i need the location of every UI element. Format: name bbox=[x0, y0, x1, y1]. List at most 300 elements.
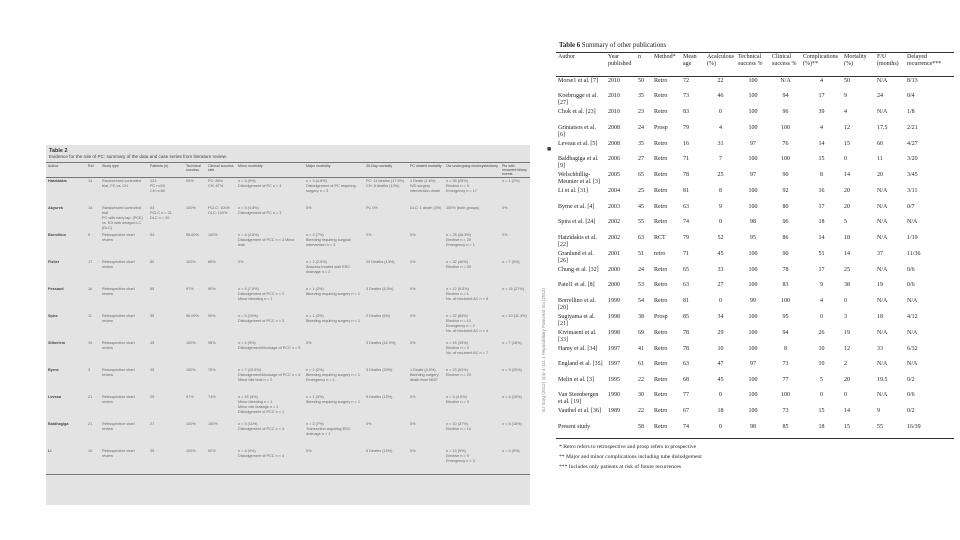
right-table-title-label: Table 6 bbox=[559, 42, 581, 49]
left-table-cell: n = 7 (9%) bbox=[502, 259, 520, 264]
right-table-cell: 38 bbox=[844, 282, 850, 288]
right-col-header: Mortality (%) bbox=[842, 53, 875, 77]
left-table-cell: 96.00% bbox=[186, 313, 199, 318]
right-table-cell: 51 bbox=[638, 250, 644, 257]
left-table-cell: n = 12 (5.5%) Elective n = 1 No. of recurrent AC n = 8 bbox=[446, 286, 489, 301]
right-table-row bbox=[556, 140, 954, 156]
right-table-cell: 100 bbox=[748, 93, 758, 99]
right-table-cell: 55 bbox=[875, 423, 905, 439]
right-table-cell: 25 bbox=[844, 266, 850, 273]
right-table-cell: England et al. [35] bbox=[558, 361, 603, 367]
right-col-header: Method* bbox=[652, 53, 681, 77]
left-table-cell: Pessaud bbox=[48, 286, 64, 291]
left-table-caption: Evidence for the role of PC: summary of the data and case series from literature review. bbox=[49, 154, 227, 159]
right-table-cell: 16 bbox=[683, 140, 689, 147]
right-table-cell: 1997 bbox=[608, 345, 620, 352]
right-table-cell: retro bbox=[654, 250, 666, 257]
right-table-cell: 100 bbox=[748, 250, 758, 257]
right-table-cell: 17 bbox=[818, 203, 825, 210]
right-col-header: Author bbox=[556, 53, 606, 77]
right-table-cell: 0 bbox=[844, 392, 847, 398]
right-table-cell: 100 bbox=[748, 313, 758, 320]
left-table-cell: Spira bbox=[48, 313, 58, 318]
left-table-cell: n = 3 (4.8%) Dislodgement of PC requiring surgery n = 3 bbox=[306, 179, 356, 193]
right-table-cell: 100 bbox=[748, 282, 758, 288]
right-table-cell: 4 bbox=[844, 109, 847, 115]
right-table-title bbox=[559, 42, 666, 49]
right-table-cell: 100 bbox=[748, 329, 758, 336]
right-table-cell: 14 bbox=[844, 250, 850, 257]
right-table-cell: 81 bbox=[683, 188, 689, 194]
left-table-row bbox=[46, 205, 530, 232]
left-table-cell: 76% bbox=[208, 367, 216, 372]
right-table-cell: Retro bbox=[654, 282, 668, 288]
right-table-cell: 99 bbox=[750, 297, 756, 304]
left-table-cell: n = 2 (9%) bbox=[500, 448, 530, 475]
left-table-cell: 6 Deaths (16%) bbox=[364, 448, 408, 475]
right-table-cell: 33 bbox=[877, 345, 883, 352]
right-table-cell: 79 bbox=[683, 124, 689, 131]
right-table-cell: 100 bbox=[748, 188, 758, 194]
left-table-cell: Akyurek bbox=[48, 205, 63, 210]
right-table-cell: N/A bbox=[877, 234, 888, 241]
right-table-cell: 2000 bbox=[608, 266, 620, 273]
right-table-cell: 34 bbox=[717, 313, 724, 320]
left-table-cell: n = 3 (5%) Dislodgement of PC n = 4 bbox=[238, 179, 282, 188]
left-table-cell: 16 bbox=[88, 286, 93, 291]
right-table-cell: 60 bbox=[877, 140, 883, 147]
right-table-cell: 63 bbox=[638, 234, 644, 241]
right-table-cell: 18 bbox=[717, 408, 724, 414]
right-table-cell: 0 bbox=[844, 297, 847, 304]
left-table-cell: Borrellino bbox=[48, 232, 66, 237]
right-table-cell: 63 bbox=[683, 282, 689, 288]
right-table-cell: 1995 bbox=[608, 376, 620, 383]
right-table-cell: 30 bbox=[638, 392, 644, 398]
right-table-cell: 2002 bbox=[608, 234, 620, 241]
right-table-cell: 71 bbox=[683, 250, 689, 257]
left-table-cell: 0% bbox=[502, 232, 508, 237]
right-table-cell: 52 bbox=[717, 234, 724, 241]
right-table-cell: Sugiyama et al. [21] bbox=[558, 313, 596, 327]
right-table-cell: 0/7 bbox=[907, 203, 915, 210]
right-table-row bbox=[556, 92, 954, 108]
left-table-cell: Retrospective chart review bbox=[102, 394, 135, 404]
left-table-row bbox=[46, 178, 530, 205]
right-table-cell: 100 bbox=[781, 297, 790, 304]
right-table-cell: 100 bbox=[748, 408, 758, 414]
left-table-cell: n = 2 (7%) Transection requiring ERC drainage n = 1 bbox=[306, 421, 351, 436]
right-table-cell: 0 bbox=[844, 156, 847, 162]
left-table-cell: n = 1 (3%) Bleeding requiring surgery n = 1 bbox=[306, 394, 360, 404]
right-table-cell: 2001 bbox=[608, 250, 620, 257]
left-table-cell: 3 Deaths (5.5%) bbox=[366, 286, 394, 291]
right-table-cell: 50 bbox=[638, 78, 644, 84]
right-table-cell: 94 bbox=[782, 329, 789, 336]
right-table-cell: N/A bbox=[877, 361, 888, 367]
right-table-cell: 65 bbox=[638, 172, 644, 178]
right-table-cell: Spira et al. [24] bbox=[558, 219, 596, 225]
right-table-cell: 74 bbox=[681, 423, 705, 439]
right-table-cell: 24 bbox=[638, 266, 644, 273]
left-col-header: Minor morbidity bbox=[236, 163, 304, 178]
right-table-cell: 0/2 bbox=[907, 376, 915, 383]
left-table-cell: 0% bbox=[304, 448, 364, 475]
left-table-cell: n = 5 (18%) bbox=[502, 421, 522, 426]
right-table-cell: Retro bbox=[654, 266, 668, 273]
right-table-cell: 3/11 bbox=[907, 188, 918, 194]
left-col-header: Author bbox=[46, 163, 86, 178]
left-table-cell: Baldhagiga bbox=[48, 421, 69, 426]
right-table-cell: 2010 bbox=[608, 78, 620, 84]
right-table-cell: 15 bbox=[818, 156, 825, 162]
right-table-cell: 22 bbox=[638, 376, 644, 383]
left-table-cell: n = 4 (4.8%) Dislodgement of PCC n = 3 Minor leak bbox=[238, 232, 295, 247]
right-table-cell: 0 bbox=[719, 297, 722, 304]
right-table-cell: Retro bbox=[654, 78, 668, 84]
right-table-cell: 18 bbox=[877, 313, 883, 320]
right-table-cell: 81 bbox=[683, 297, 689, 304]
right-table-cell: 97 bbox=[750, 140, 756, 147]
right-col-header: Complications (%)** bbox=[801, 53, 842, 77]
left-table-cell: 0% bbox=[410, 232, 416, 237]
right-table-cell: 2006 bbox=[608, 156, 620, 162]
right-table-cell: Retro bbox=[654, 156, 668, 162]
right-table-cell: 39 bbox=[818, 109, 825, 115]
right-table-cell: Retro bbox=[654, 172, 668, 178]
right-table-cell: 0/4 bbox=[907, 93, 915, 99]
right-table-cell: 14 bbox=[844, 172, 850, 178]
right-table-cell: Retro bbox=[654, 188, 668, 194]
left-table-cell: 21 bbox=[88, 421, 93, 426]
right-table-row bbox=[556, 218, 954, 234]
right-table-cell: 17 bbox=[818, 93, 825, 99]
right-table-cell: 100 bbox=[781, 392, 790, 398]
left-table-cell: Byrne bbox=[48, 367, 59, 372]
right-table-cell: 27 bbox=[717, 282, 724, 288]
left-table-cell: n = 15 (4%) Minor bleeding n = 1 Minor bile leakage n = 1 Dislodgement of PCC n = 1 bbox=[238, 394, 285, 414]
left-table-cell: 0% bbox=[502, 205, 508, 210]
right-table-cell: 4 bbox=[820, 78, 823, 84]
right-table-panel bbox=[556, 40, 954, 510]
right-table-cell: 18 bbox=[818, 219, 825, 225]
left-col-header: Ow undergoing cholecystectomy bbox=[444, 163, 500, 178]
right-table-cell: 2000 bbox=[608, 282, 620, 288]
right-table-cell: 24 bbox=[638, 124, 644, 131]
left-table-cell: PCLC: 100% DLC: 100% bbox=[208, 205, 230, 215]
left-table-caption-label: Table 2 bbox=[49, 148, 68, 154]
right-table-cell: 95 bbox=[782, 313, 789, 320]
left-table bbox=[46, 162, 530, 475]
left-table-cell: Retrospective chart review bbox=[102, 259, 135, 269]
right-table-cell: 0/2 bbox=[907, 408, 915, 414]
left-table-cell: n = 10 (37%) Elective n = 10 bbox=[446, 421, 472, 431]
page-marker-icon: ■ bbox=[547, 145, 552, 153]
right-table-cell: 2004 bbox=[608, 188, 620, 194]
right-table-cell: 1/8 bbox=[907, 109, 915, 115]
left-table-cell: Silberlein bbox=[48, 340, 66, 345]
right-table-cell: N/A bbox=[877, 78, 888, 84]
right-table-cell: 25 bbox=[717, 172, 724, 178]
left-table-cell: 17 bbox=[88, 259, 93, 264]
right-table-cell: 100 bbox=[748, 203, 758, 210]
right-table-cell: 27 bbox=[638, 156, 644, 162]
left-table-cell: n = 3 (11%) Dislodgement of PCC n = 3 bbox=[238, 421, 285, 431]
right-table-cell: 11 bbox=[877, 156, 883, 162]
footnote: * Retro refers to retrospective and prosp refers to prospective bbox=[559, 444, 697, 450]
right-table-cell: 97 bbox=[750, 172, 756, 178]
left-table-row bbox=[46, 367, 530, 394]
left-table-cell: n = 7 (16%) bbox=[502, 340, 522, 345]
left-table-cell: n = 4 (9%) Dislodgement of PCC n = 4 bbox=[236, 448, 304, 475]
left-table-cell: Retrospective chart review bbox=[100, 448, 148, 475]
right-table-cell: Chok et al. [23] bbox=[558, 109, 596, 115]
right-table-row bbox=[556, 281, 954, 297]
right-table-cell: 20 bbox=[844, 188, 850, 194]
right-table-cell: 7 bbox=[719, 156, 722, 162]
right-table-cell: 95 bbox=[750, 234, 756, 241]
left-table-cell: 97% bbox=[186, 394, 194, 399]
right-table-cell: 2002 bbox=[608, 219, 620, 225]
left-table-cell: 19 bbox=[88, 340, 93, 345]
right-table-cell: 8/13 bbox=[907, 78, 918, 84]
right-table-cell: 10 bbox=[717, 345, 724, 352]
left-table-cell: Li bbox=[46, 448, 86, 475]
right-table-cell: N/A bbox=[907, 329, 918, 336]
right-table-cell: 0 bbox=[719, 392, 722, 398]
right-col-header: Mean age bbox=[681, 53, 705, 77]
right-col-header: Technical success % bbox=[736, 53, 770, 77]
left-table-cell: n = 4 (9%) Dislodgement/blockage of PCC n = 5 bbox=[238, 340, 301, 350]
right-table-cell: 100 bbox=[748, 345, 758, 352]
right-table-cell: 3/45 bbox=[907, 172, 918, 178]
right-table-cell: 55 bbox=[638, 219, 644, 225]
left-table-cell: PC 0% bbox=[366, 205, 378, 210]
left-table-cell: n = 10 (11.3%) bbox=[502, 313, 527, 318]
right-table-cell: N/A bbox=[907, 297, 918, 304]
right-table-cell: 14 bbox=[818, 234, 825, 241]
right-table-cell: 1998 bbox=[608, 313, 620, 320]
right-table-cell: 0/6 bbox=[907, 282, 915, 288]
left-col-header: 30-Day mortality bbox=[364, 163, 408, 178]
right-table-cell: Morse1 et al. [7] bbox=[558, 78, 598, 84]
left-table-row bbox=[46, 421, 530, 448]
right-table-cell: 9 bbox=[877, 408, 880, 414]
left-table-cell: n = 26 (25%) Elective n = 9 Emergency n = 17 bbox=[446, 179, 477, 193]
right-table-cell: 5 bbox=[844, 219, 847, 225]
left-table-cell: 21 bbox=[88, 394, 93, 399]
right-table-cell: Li et al. [31] bbox=[558, 188, 588, 194]
right-table-cell: Retro bbox=[654, 345, 668, 352]
right-table-cell: N/A bbox=[877, 109, 888, 115]
right-table-cell: Byrne et al. [4] bbox=[558, 203, 595, 210]
left-table-cell: 14 bbox=[88, 205, 93, 210]
right-table-cell: 0 bbox=[820, 392, 823, 398]
right-table-cell: 54 bbox=[638, 297, 644, 304]
right-table-row bbox=[556, 423, 954, 439]
right-table-cell: Present study bbox=[556, 423, 606, 439]
right-table-cell: Retro bbox=[654, 408, 668, 414]
right-table-cell: 11/36 bbox=[907, 250, 921, 257]
right-table-cell: Borrellino et al. [20] bbox=[558, 297, 596, 311]
right-table-cell: 0 bbox=[705, 423, 736, 439]
left-table-cell: n = 22 (63%) Elective n = 10 Emergency n = 2 No. of recurrent AC n = 4 bbox=[446, 313, 489, 333]
right-table-cell: 58 bbox=[636, 423, 652, 439]
left-table-cell: 0% bbox=[366, 232, 372, 237]
left-table-cell: Fisher bbox=[48, 259, 60, 264]
right-table-cell: N/A bbox=[877, 188, 888, 194]
left-table-cell: n = 4 (15%) bbox=[502, 394, 522, 399]
left-table-cell: 0% bbox=[410, 394, 416, 399]
right-table-cell: 74 bbox=[683, 219, 689, 225]
left-table-cell: 0% bbox=[306, 340, 312, 345]
right-table-cell: 6/32 bbox=[907, 345, 918, 352]
right-table-cell: 68 bbox=[683, 376, 689, 383]
left-col-header: Major morbidity bbox=[304, 163, 364, 178]
left-table-cell: 5 Deaths (15%) bbox=[366, 394, 393, 399]
right-table-cell: 100 bbox=[748, 376, 758, 383]
right-table-cell: 1/19 bbox=[907, 234, 918, 241]
left-table-cell: n = 2 (2.5%) Abscess treated with ERC drainage n = 2 bbox=[306, 259, 351, 274]
right-table-cell: 24 bbox=[877, 93, 883, 99]
right-table-cell: 100 bbox=[748, 156, 758, 162]
right-table-cell: 2008 bbox=[608, 140, 620, 147]
right-table-cell: 83 bbox=[683, 109, 689, 115]
left-table-cell: 92% bbox=[206, 448, 236, 475]
right-table-cell: 100 bbox=[748, 266, 758, 273]
right-table-cell: 17.5 bbox=[877, 124, 888, 131]
right-table-cell: 19 bbox=[877, 282, 883, 288]
right-table-cell: 90 bbox=[782, 250, 789, 257]
left-table-row bbox=[46, 340, 530, 367]
right-table-cell: 10 bbox=[818, 345, 825, 352]
right-table-cell: 2005 bbox=[608, 172, 620, 178]
right-table-cell: N/A bbox=[877, 219, 888, 225]
right-table-cell: 100 bbox=[781, 124, 790, 131]
right-table-cell: 45 bbox=[717, 376, 724, 383]
right-table-cell: Chung et al. [32] bbox=[558, 266, 599, 273]
left-table-cell: 90% bbox=[208, 286, 216, 291]
right-table-cell: Kivimaeni et al. [33] bbox=[558, 329, 597, 343]
right-table-cell: 8 bbox=[820, 172, 823, 178]
right-table-cell: 63 bbox=[683, 203, 689, 210]
left-table-cell: 0% bbox=[410, 340, 416, 345]
right-table-cell: 86 bbox=[782, 234, 789, 241]
right-table-cell: N/A bbox=[780, 78, 791, 84]
right-table-cell: N/A bbox=[877, 392, 888, 398]
right-table-cell: 1997 bbox=[608, 361, 620, 367]
right-table-cell: 98 bbox=[750, 219, 756, 225]
footnote: *** Includes only patients at risk of future recurrences bbox=[559, 464, 682, 470]
right-table-cell: 9 bbox=[719, 203, 722, 210]
left-table-cell: n = 3 (20%) bbox=[502, 367, 522, 372]
left-table-cell: n = 3 (10%) Dislodgement of PCC n = 3 bbox=[238, 313, 285, 323]
right-table-cell: Retro bbox=[654, 297, 668, 304]
right-table-cell: Baldbagiga et al. [9] bbox=[558, 156, 599, 169]
left-table-cell: 95% bbox=[208, 340, 216, 345]
left-table-cell: 100% (both groups) bbox=[446, 205, 480, 210]
right-table-cell: 1999 bbox=[608, 297, 620, 304]
right-table-cell: 0 bbox=[719, 109, 722, 115]
right-table-row bbox=[556, 360, 954, 376]
right-table-row bbox=[556, 313, 954, 329]
right-table-cell: 100 bbox=[748, 124, 758, 131]
right-table-cell: 33 bbox=[717, 266, 724, 273]
right-table-cell: Melin et al. [3] bbox=[558, 376, 594, 383]
left-table-cell: 85% bbox=[208, 259, 216, 264]
right-table-cell: 77 bbox=[683, 392, 689, 398]
left-table-cell: 10 bbox=[86, 448, 100, 475]
left-table-row bbox=[46, 259, 530, 286]
right-table-cell: 77 bbox=[782, 376, 789, 383]
left-table-cell: 3 bbox=[88, 367, 91, 372]
left-table-cell: Retrospective chart review bbox=[102, 313, 135, 323]
right-table-cell: Retro bbox=[654, 203, 668, 210]
right-table-cell: 100 bbox=[748, 109, 758, 115]
left-table-cell: 100% bbox=[208, 232, 218, 237]
left-table-row bbox=[46, 232, 530, 259]
left-table-cell: PC: 86% CH: 87% bbox=[208, 179, 224, 188]
left-table-cell: 27 bbox=[150, 421, 155, 426]
left-table-cell: 80 bbox=[150, 259, 155, 264]
right-table-cell: 98 bbox=[736, 423, 770, 439]
right-table-cell: 65 bbox=[683, 266, 689, 273]
right-table-cell: 35 bbox=[638, 140, 644, 147]
right-table-cell: 45 bbox=[717, 250, 724, 257]
right-table-cell: 12 bbox=[844, 124, 850, 131]
left-table-cell: DLC: 1 death (3%) bbox=[410, 205, 442, 210]
right-col-header: Year published bbox=[606, 53, 636, 77]
right-table-cell: 63 bbox=[683, 361, 689, 367]
left-table-cell: n = 7 (15.5%) Dislodgement/blockage of PCC n = 5 Minor bile leak n = 2 bbox=[238, 367, 301, 382]
left-table-cell: 3 Deaths (42.9%) bbox=[366, 340, 396, 345]
right-col-header: F/U (months) bbox=[875, 53, 905, 77]
right-table-cell: 3/20 bbox=[907, 156, 918, 162]
right-table-cell: Patel1 et al. [8] bbox=[558, 282, 595, 288]
right-table-cell: 51 bbox=[818, 250, 825, 257]
right-table-cell: 12 bbox=[844, 345, 850, 352]
right-table-cell: 4 bbox=[719, 124, 722, 131]
right-table bbox=[556, 52, 954, 439]
left-table-cell: 0% bbox=[410, 421, 416, 426]
left-table-row bbox=[46, 313, 530, 340]
right-table-row bbox=[556, 407, 954, 423]
right-table-cell: 69 bbox=[638, 329, 644, 336]
left-table-cell: 100% bbox=[184, 448, 206, 475]
left-table-cell: 45 bbox=[150, 340, 155, 345]
left-table-cell: 123 PC n=63 CH n=60 bbox=[150, 179, 166, 193]
right-table-cell: Retro bbox=[654, 93, 668, 99]
right-table-row bbox=[556, 345, 954, 361]
right-table-cell: 0 bbox=[820, 313, 823, 320]
right-table-cell: 72 bbox=[683, 78, 689, 84]
right-table-cell: 50 bbox=[844, 78, 850, 84]
right-table-cell: 9 bbox=[820, 282, 823, 288]
right-table-header bbox=[556, 53, 954, 77]
right-table-cell: 78 bbox=[683, 329, 689, 336]
right-table-cell bbox=[606, 423, 636, 439]
right-table-row bbox=[556, 266, 954, 282]
right-table-cell: 8 bbox=[784, 345, 787, 352]
left-table-cell: Leveau bbox=[48, 394, 62, 399]
right-table-cell: 94 bbox=[782, 93, 789, 99]
right-table-cell: 78 bbox=[683, 345, 689, 352]
right-table-cell: 45 bbox=[638, 203, 644, 210]
left-table-cell: Retrospective chart review bbox=[102, 232, 135, 242]
right-table-cell: Retro bbox=[654, 140, 668, 147]
right-table-cell: 19.5 bbox=[877, 376, 888, 383]
right-table-cell: 10 bbox=[818, 361, 825, 367]
